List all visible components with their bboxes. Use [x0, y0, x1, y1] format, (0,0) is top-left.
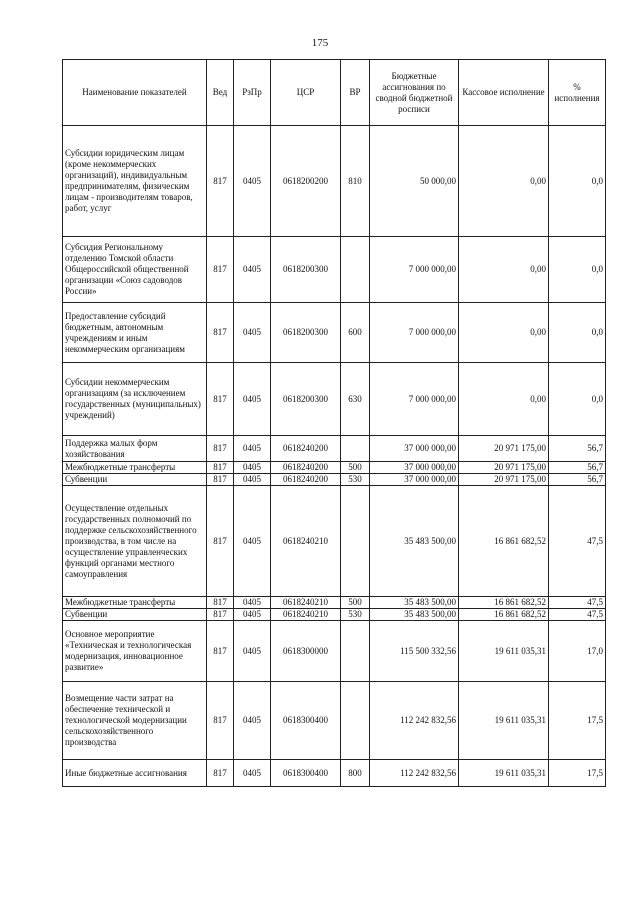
row-executed: 20 971 175,00: [459, 462, 549, 474]
row-executed: 0,00: [459, 237, 549, 303]
row-ved: 817: [207, 363, 234, 436]
table-row: [63, 597, 606, 609]
row-rzpr: 0405: [234, 621, 271, 682]
header-percent: % исполнения: [549, 60, 606, 126]
row-csr: 0618240200: [271, 436, 341, 462]
row-ved: 817: [207, 474, 234, 486]
row-percent: 0,0: [549, 303, 606, 363]
row-ved: 817: [207, 126, 234, 237]
row-csr: 0618300400: [271, 760, 341, 787]
row-ved: 817: [207, 237, 234, 303]
row-name: Межбюджетные трансферты: [63, 462, 207, 474]
row-executed: 16 861 682,52: [459, 609, 549, 621]
row-executed: 0,00: [459, 363, 549, 436]
row-planned: 35 483 500,00: [370, 597, 459, 609]
row-vr: 800: [341, 760, 370, 787]
table-row: [63, 474, 606, 486]
page-number: 175: [311, 37, 329, 49]
row-name: Основное мероприятие «Техническая и технологическая модернизация, инновационное развитие»: [63, 621, 207, 682]
row-percent: 17,0: [549, 621, 606, 682]
row-rzpr: 0405: [234, 760, 271, 787]
header-planned: Бюджетные ассигнования по сводной бюджетной росписи: [370, 60, 459, 126]
row-percent: 56,7: [549, 474, 606, 486]
row-ved: 817: [207, 303, 234, 363]
row-rzpr: 0405: [234, 126, 271, 237]
row-rzpr: 0405: [234, 486, 271, 597]
row-name: Предоставление субсидий бюджетным, автономным учреждениям и иным некоммерческим организациям: [63, 303, 207, 363]
row-planned: 112 242 832,56: [370, 760, 459, 787]
header-executed: Кассовое исполнение: [459, 60, 549, 126]
row-vr: [341, 436, 370, 462]
row-rzpr: 0405: [234, 682, 271, 760]
row-name: Субвенции: [63, 609, 207, 621]
row-ved: 817: [207, 597, 234, 609]
header-name: Наименование показателей: [63, 60, 207, 126]
row-csr: 0618200200: [271, 126, 341, 237]
row-csr: 0618200300: [271, 237, 341, 303]
table-header-row: [63, 60, 606, 126]
row-executed: 19 611 035,31: [459, 682, 549, 760]
row-executed: 20 971 175,00: [459, 474, 549, 486]
row-ved: 817: [207, 609, 234, 621]
header-csr: ЦСР: [271, 60, 341, 126]
header-rzpr: РзПр: [234, 60, 271, 126]
table-row: [63, 760, 606, 787]
row-rzpr: 0405: [234, 474, 271, 486]
row-vr: 500: [341, 597, 370, 609]
row-ved: 817: [207, 682, 234, 760]
row-executed: 16 861 682,52: [459, 597, 549, 609]
row-rzpr: 0405: [234, 237, 271, 303]
row-csr: 0618200300: [271, 303, 341, 363]
row-name: Субсидии некоммерческим организациям (за исключением государственных (муниципальных) учреждений): [63, 363, 207, 436]
row-csr: 0618240210: [271, 597, 341, 609]
row-vr: 630: [341, 363, 370, 436]
row-name: Субсидии юридическим лицам (кроме некоммерческих организаций), индивидуальным предпринимателям, физическим лицам - производителям товаров, работ, услуг: [63, 126, 207, 237]
row-rzpr: 0405: [234, 609, 271, 621]
row-executed: 19 611 035,31: [459, 621, 549, 682]
row-name: Иные бюджетные ассигнования: [63, 760, 207, 787]
row-name: Поддержка малых форм хозяйствования: [63, 436, 207, 462]
row-csr: 0618200300: [271, 363, 341, 436]
row-vr: 530: [341, 474, 370, 486]
row-vr: 600: [341, 303, 370, 363]
row-executed: 20 971 175,00: [459, 436, 549, 462]
row-name: Субвенции: [63, 474, 207, 486]
row-ved: 817: [207, 621, 234, 682]
row-percent: 47,5: [549, 597, 606, 609]
row-percent: 0,0: [549, 237, 606, 303]
row-vr: 810: [341, 126, 370, 237]
row-vr: [341, 621, 370, 682]
row-csr: 0618240210: [271, 609, 341, 621]
row-percent: 47,5: [549, 609, 606, 621]
row-percent: 56,7: [549, 436, 606, 462]
table-row: [63, 303, 606, 363]
table-row: [63, 126, 606, 237]
row-vr: [341, 237, 370, 303]
table-row: [63, 462, 606, 474]
row-ved: 817: [207, 760, 234, 787]
row-csr: 0618240210: [271, 486, 341, 597]
row-ved: 817: [207, 436, 234, 462]
row-name: Субсидия Региональному отделению Томской области Общероссийской общественной организации «Союз садоводов России»: [63, 237, 207, 303]
row-percent: 56,7: [549, 462, 606, 474]
row-percent: 0,0: [549, 363, 606, 436]
row-planned: 7 000 000,00: [370, 303, 459, 363]
row-name: Межбюджетные трансферты: [63, 597, 207, 609]
row-rzpr: 0405: [234, 436, 271, 462]
row-csr: 0618240200: [271, 462, 341, 474]
table-row: [63, 237, 606, 303]
row-vr: [341, 682, 370, 760]
row-planned: 37 000 000,00: [370, 436, 459, 462]
row-percent: 0,0: [549, 126, 606, 237]
row-csr: 0618240200: [271, 474, 341, 486]
budget-table: [62, 59, 606, 787]
row-executed: 0,00: [459, 126, 549, 237]
row-rzpr: 0405: [234, 363, 271, 436]
row-planned: 115 500 332,56: [370, 621, 459, 682]
table-row: [63, 609, 606, 621]
row-name: Возмещение части затрат на обеспечение технической и технологической модернизации сельскохозяйственного производства: [63, 682, 207, 760]
row-planned: 7 000 000,00: [370, 363, 459, 436]
row-percent: 47,5: [549, 486, 606, 597]
row-planned: 35 483 500,00: [370, 486, 459, 597]
table-row: [63, 436, 606, 462]
header-vr: ВР: [341, 60, 370, 126]
row-planned: 37 000 000,00: [370, 462, 459, 474]
row-csr: 0618300000: [271, 621, 341, 682]
row-planned: 112 242 832,56: [370, 682, 459, 760]
row-planned: 35 483 500,00: [370, 609, 459, 621]
row-percent: 17,5: [549, 760, 606, 787]
row-csr: 0618300400: [271, 682, 341, 760]
row-vr: [341, 486, 370, 597]
table-row: [63, 682, 606, 760]
row-rzpr: 0405: [234, 303, 271, 363]
row-executed: 19 611 035,31: [459, 760, 549, 787]
row-planned: 7 000 000,00: [370, 237, 459, 303]
row-ved: 817: [207, 486, 234, 597]
row-ved: 817: [207, 462, 234, 474]
row-planned: 37 000 000,00: [370, 474, 459, 486]
row-percent: 17,5: [549, 682, 606, 760]
row-executed: 16 861 682,52: [459, 486, 549, 597]
row-vr: 530: [341, 609, 370, 621]
row-executed: 0,00: [459, 303, 549, 363]
table-row: [63, 621, 606, 682]
row-planned: 50 000,00: [370, 126, 459, 237]
row-name: Осуществление отдельных государственных полномочий по поддержке сельскохозяйственного производства, в том числе на осуществление управленческих функций органами местного самоуправления: [63, 486, 207, 597]
table-row: [63, 486, 606, 597]
table-row: [63, 363, 606, 436]
row-rzpr: 0405: [234, 462, 271, 474]
row-rzpr: 0405: [234, 597, 271, 609]
header-ved: Вед: [207, 60, 234, 126]
row-vr: 500: [341, 462, 370, 474]
